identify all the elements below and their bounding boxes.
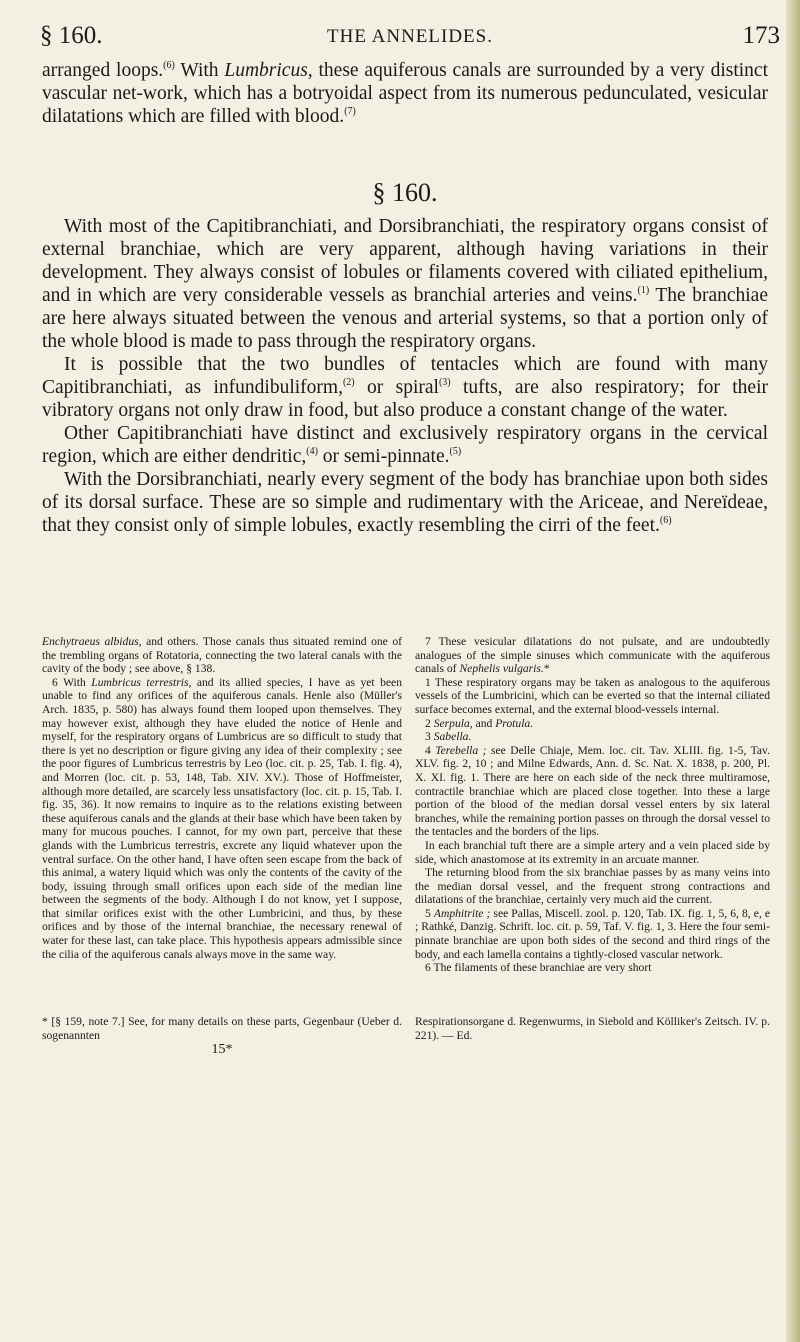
footnotes-right xyxy=(415,635,770,975)
footnote: The returning blood from the six branchiae passes by as many veins into the median dorsal vessel, and the frequent strong contractions and dilatations of the branchiae, certainly very much aid the current. xyxy=(415,866,770,907)
footnotes-left xyxy=(42,635,402,961)
footnote: Enchytraeus albidus, and others. Those canals thus situated remind one of the trembling organs of Rotatoria, connecting the two lateral canals with the cavity of the body ; see above, § 138. xyxy=(42,635,402,676)
running-title: THE ANNELIDES. xyxy=(327,26,493,47)
page-number: 173 xyxy=(742,22,780,49)
footnote: 6 The filaments of these branchiae are very short xyxy=(425,961,652,975)
running-head xyxy=(40,22,780,52)
footnote-ref: (6) xyxy=(163,60,175,71)
footnote: 1 These respiratory organs may be taken as analogous to the aquiferous vessels of the Lumbricini, which can be everted so that the internal ciliated surface becomes external, and the external blood-vessels internal. xyxy=(415,675,770,716)
paragraph: It is possible that the two bundles of tentacles which are found with many Capitibranchiati, as infundibuliform,$^{(2)}$ or spiral$^{(3)}$ tufts, are also respiratory; for their vibratory organs not only draw in food, but also produce a constant change of the water. xyxy=(42,354,768,421)
paragraph: With most of the Capitibranchiati, and Dorsibranchiati, the respiratory organs consist of external branchiae, which are very apparent, although having variations in their development. They always consist of lobules or filaments covered with ciliated epithelium, and in which are very considerable vessels as branchial arteries and veins.$^{(1)}$ The branchiae are here always situated between the venous and arterial systems, so that a portion only of the whole blood is made to pass through the respiratory organs. xyxy=(42,216,768,352)
editor-note-right: Respirationsorgane d. Regenwurms, in Siebold and Kölliker's Zeitsch. IV. p. 221). — Ed. xyxy=(415,1015,770,1042)
footnote-ref: (7) xyxy=(344,106,356,117)
intro-paragraph: arranged loops.$^{(6)}$ With Lumbricus, these aquiferous canals are surrounded by a very distinct vascular net-work, which has a botryoidal aspect from its numerous pedunculated, vesicular dilatations which are filled with blood.$^{(7)}$ xyxy=(42,60,768,127)
footnote: 6 With Lumbricus terrestris, and its allied species, I have as yet been unable to find any orifices of the aquiferous canals. Henle also (Müller's Arch. 1835, p. 580) has always found them looped upon themselves. They may however exist, although they have eluded the notice of Henle and myself, for the respiratory organs of Lumbricus are so difficult to study that there is yet no description or figure giving any idea of their complexity ; see the poor figures of Lumbricus terrestris by Leo (loc. cit. p. 25, Tab. I. fig. 4), and Morren (loc. cit. p. 53, 148, Tab. XIV. XV.). Those of Hoffmeister, although more detailed, are scarcely less unsatisfactory (loc. cit. p. 15, Tab. I. fig. 35, 36). It now remains to inquire as to the relations existing between these aquiferous canals and the glands at their base which have been taken by many for mucous pouches. I cannot, for my own part, perceive that these glands with the Lumbricus terrestris, excrete any liquid whatever upon the ventral surface. On the other hand, I have often seen escape from the back of this animal, a watery liquid which was only the contents of the cavity of the body, issuing through small orifices upon each side of the median line between the segments of the body. Although I do not know, yet I suppose, that similar orifices exist with the other Lumbricini, and thus, by these orifices and by those of the internal branchiae, the necessary renewal of water for these last, can take place. This hypothesis appears admissible since the cilia of the aquiferous canals always move in the same way. xyxy=(42,675,402,961)
section-marker: § 160. xyxy=(40,22,103,49)
section-heading: § 160. xyxy=(372,178,438,207)
footnote: 7 These vesicular dilatations do not pulsate, and are undoubtedly analogues of the simple sinuses which communicate with the aquiferous canals of Nephelis vulgaris.* xyxy=(415,635,770,676)
page-edge xyxy=(786,0,800,1342)
paragraph: With the Dorsibranchiati, nearly every segment of the body has branchiae upon both sides of its dorsal surface. These are so simple and rudimentary with the Ariceae, and Nereïdeae, that they consist only of simple lobules, exactly resembling the cirri of the feet.$^{(6)}$ xyxy=(42,469,768,536)
signature-mark: 15* xyxy=(211,1042,233,1057)
footnote: 2 Serpula, and Protula. xyxy=(425,716,534,730)
body-text xyxy=(42,215,768,537)
footnote: 3 Sabella. xyxy=(425,730,472,744)
footnote: 4 Terebella ; see Delle Chiaje, Mem. loc. cit. Tav. XLIII. fig. 1-5, Tav. XLV. fig. 2, 10 ; and Milne Edwards, Ann. d. Sc. Nat. X. 1838, p. 200, Pl. X. XI. fig. 1. There are here on each side of the neck three multiramose, contractile branchiae which are placed close together. Into these a large portion of the blood of the median dorsal vessel enters by six lateral branches, while the remaining portion passes on through the dorsal vessel to the tentacles and the borders of the lips. xyxy=(415,743,770,839)
footnote: 5 Amphitrite ; see Pallas, Miscell. zool. p. 120, Tab. IX. fig. 1, 5, 6, 8, e, e ; Rathké, Danzig. Schrift. loc. cit. p. 59, Taf. V. fig. 1, 3. Here the four semi-pinnate branchiae are upon both sides of the second and third rings of the body, and each lamella contains a tightly-closed vascular network. xyxy=(415,906,770,961)
editor-note-left: * [§ 159, note 7.] See, for many details on these parts, Gegenbaur (Ueber d. sogenannten xyxy=(42,1015,402,1042)
paragraph: Other Capitibranchiati have distinct and exclusively respiratory organs in the cervical region, which are either dendritic,$^{(4)}$ or semi-pinnate.$^{(5)}$ xyxy=(42,423,768,467)
footnote: In each branchial tuft there are a simple artery and a vein placed side by side, which anastomose at its extremity in an arcuate manner. xyxy=(415,838,770,866)
